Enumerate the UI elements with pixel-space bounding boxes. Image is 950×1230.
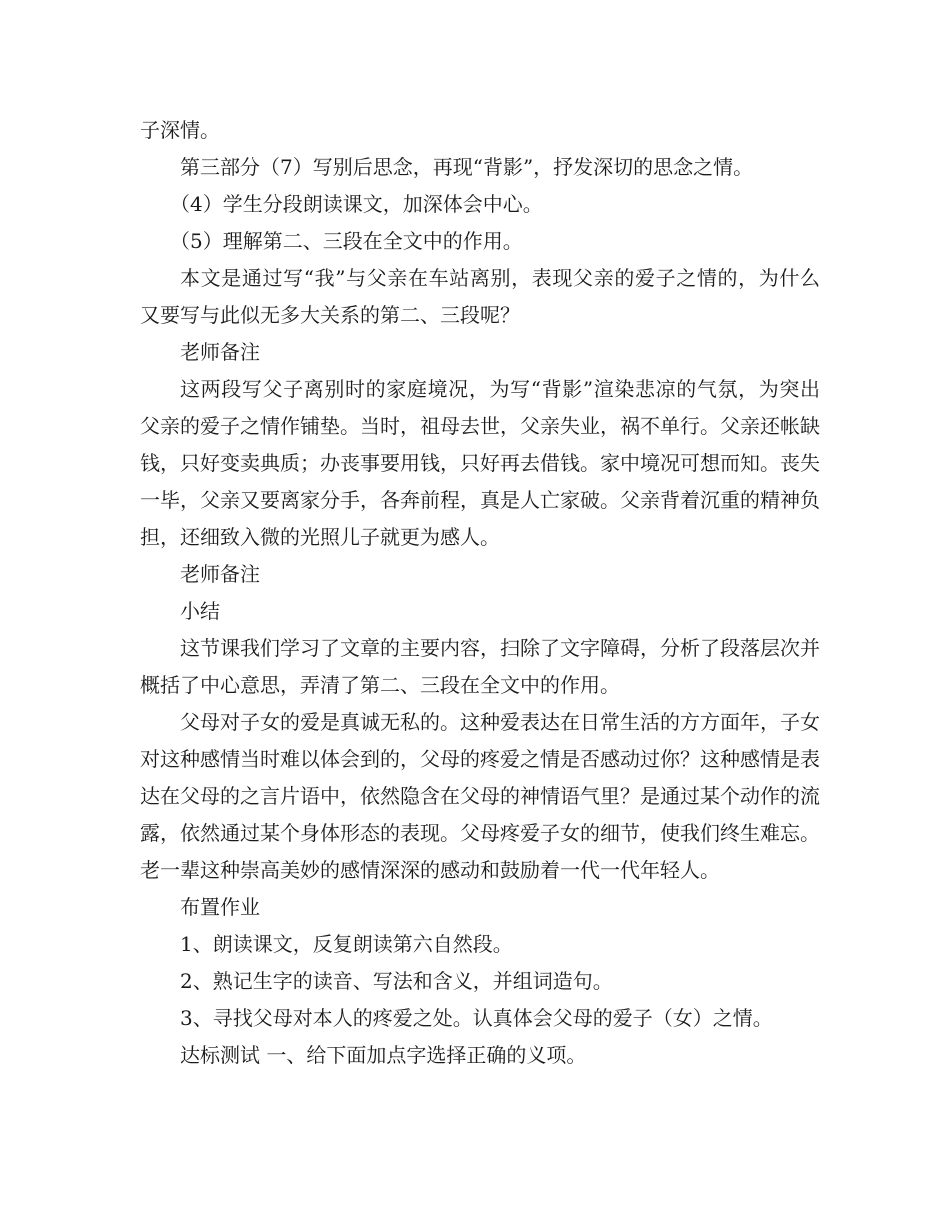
paragraph: 子深情。 — [140, 118, 220, 142]
paragraph: （5）理解第二、三段在全文中的作用。 — [170, 229, 523, 253]
paragraph: 这节课我们学习了文章的主要内容，扫除了文字障碍，分析了段落层次并概括了中心意思，弄清了第二、三段在全文中的作用。 — [140, 636, 820, 697]
section-label: 老师备注 — [180, 340, 260, 364]
list-item: 1、朗读课文，反复朗读第六自然段。 — [180, 932, 513, 956]
section-heading: 小结 — [180, 599, 220, 623]
list-item: 2、熟记生字的读音、写法和含义，并组词造句。 — [180, 969, 613, 993]
paragraph: （4）学生分段朗读课文，加深体会中心。 — [170, 192, 543, 216]
paragraph: 这两段写父子离别时的家庭境况，为写“背影”渲染悲凉的气氛，为突出父亲的爱子之情作铺垫。当时，祖母去世，父亲失业，祸不单行。父亲还帐缺钱，只好变卖典质；办丧事要用钱，只好再去借钱。家中境况可想而知。丧失一毕，父亲又要离家分手，各奔前程，真是人亡家破。父亲背着沉重的精神负担，还细致入微的光照儿子就更为感人。 — [140, 377, 820, 549]
section-label: 老师备注 — [180, 562, 260, 586]
list-item: 3、寻找父母对本人的疼爱之处。认真体会父母的爱子（女）之情。 — [180, 1006, 773, 1030]
section-heading: 布置作业 — [180, 895, 260, 919]
paragraph: 第三部分（7）写别后思念，再现“背影”，抒发深切的思念之情。 — [180, 155, 754, 179]
paragraph: 本文是通过写“我”与父亲在车站离别，表现父亲的爱子之情的，为什么又要写与此似无多大关系的第二、三段呢？ — [140, 266, 820, 327]
document-body — [140, 112, 820, 1074]
paragraph: 父母对子女的爱是真诚无私的。这种爱表达在日常生活的方方面年，子女对这种感情当时难以体会到的，父母的疼爱之情是否感动过你？这种感情是表达在父母的之言片语中，依然隐含在父母的神情语气里？是通过某个动作的流露，依然通过某个身体形态的表现。父母疼爱子女的细节，使我们终生难忘。老一辈这种崇高美妙的感情深深的感动和鼓励着一代一代年轻人。 — [140, 710, 820, 882]
paragraph: 达标测试 一、给下面加点字选择正确的义项。 — [180, 1043, 587, 1067]
